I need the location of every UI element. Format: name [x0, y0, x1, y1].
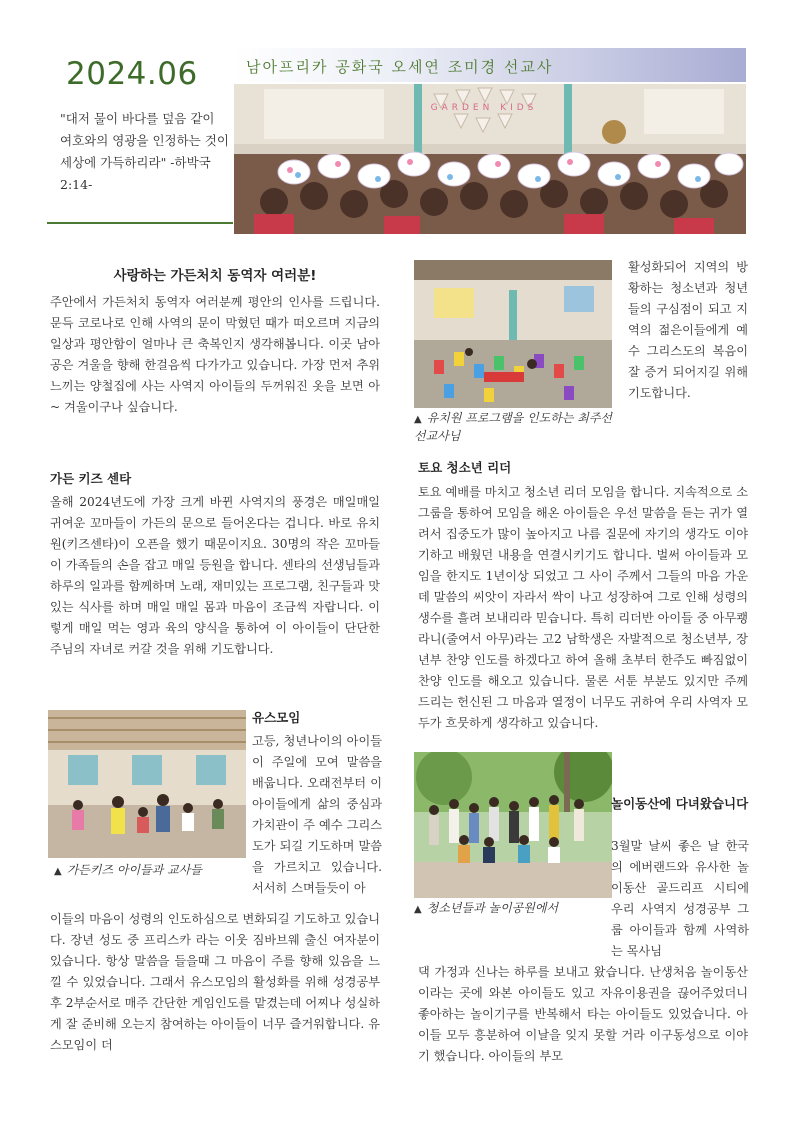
header-photo: [234, 84, 746, 234]
youth-photo-caption: [54, 862, 254, 880]
youth-leader-title: 토요 청소년 리더: [418, 460, 512, 475]
amusement-title: 놀이동산에 다녀왔습니다: [611, 796, 749, 811]
right-top-body: 활성화되어 지역의 방황하는 청소년과 청년들의 구심점이 되고 지역의 젊은이들에게 예수 그리스도의 복음이 잘 증거 되어지길 위해 기도합니다.: [628, 260, 748, 400]
youth-title: 유스모임: [252, 710, 301, 725]
missionary-banner: [234, 48, 746, 82]
newsletter-date: 2024.06: [66, 56, 198, 92]
greeting-body: 주안에서 가든처치 동역자 여러분께 평안의 인사를 드립니다. 문득 코로나로 인해 사역의 문이 막혔던 때가 떠오르며 지금의 일상과 평안함이 얼마나 큰 축복인지 생각해봅니다. 이곳 남아공은 겨울을 향해 한걸음씩 다가가고 있습니다. 가장 먼저 추위 느끼는 양철집에 사는 사역지 아이들의 두꺼워진 옷을 보면 아~ 겨울이구나 싶습니다.: [50, 295, 380, 414]
kindergarten-photo-caption-text: 유치원 프로그램을 인도하는 최주선 선교사님: [414, 411, 613, 443]
caption-marker-icon: ▲: [414, 414, 422, 425]
youth-leader-body: 토요 예배를 마치고 청소년 리더 모임을 합니다. 지속적으로 소그룹을 통하여 모임을 해온 아이들은 우선 말씀을 듣는 귀가 열려서 집중도가 많이 높아지고 나름 질문에 자기의 생각도 이야기하고 배웠던 내용을 연결시키기도 합니다. 벌써 아이들과 모임을 한지도 1년이상 되었고 그 사이 주께서 그들의 마음 가운데 말씀의 씨앗이 자라서 싹이 나고 성장하여 그로 인해 성령의 생수를 흘려 보내리라 믿습니다. 특히 리더반 아이들 중 아무쾡라니(줄여서 아무)라는 고2 남학생은 자발적으로 청소년부, 장년부 찬양 인도를 하겠다고 하여 올해 초부터 한주도 빠짐없이 찬양 인도를 해오고 있습니다. 물론 서툰 부분도 있지만 주께 드리는 헌신된 그 마음과 열정이 너무도 귀하여 우리 사역자 모두가 흐뭇하게 생각하고 있습니다.: [418, 485, 748, 730]
kindergarten-photo: [414, 260, 612, 408]
youth-body-full: 이들의 마음이 성령의 인도하심으로 변화되길 기도하고 있습니다. 장년 성도 중 프리스카 라는 이웃 짐바브웨 출신 여자분이 있습니다. 항상 말씀을 들을때 그 마음이 주를 향해 있음을 느낄 수 있었습니다. 그래서 유스모임의 활성화를 위해 성경공부후 2부순서로 매주 간단한 게임인도를 맡겼는데 어찌나 성실하게 잘 준비해 오는지 참여하는 아이들이 너무 즐거워합니다. 유스모임이 더: [50, 912, 380, 1052]
greeting-title: 사랑하는 가든처치 동역자 여러분!: [113, 268, 317, 284]
bible-verse: "대저 물이 바다를 덮음 같이 여호와의 영광을 인정하는 것이 세상에 가득하리라" -하박국2:14-: [60, 111, 229, 192]
kindergarten-photo-caption: [414, 410, 614, 445]
amusement-photo-caption: [414, 900, 614, 918]
youth-photo: [48, 710, 246, 858]
youth-body-side: 고등, 청년나이의 아이들이 주일에 모여 말씀을 배웁니다. 오래전부터 이 아이들에게 삶의 중심과 가치관이 주 예수 그리스도가 되길 기도하며 말씀을 가르치고 있습니다. 서서히 스며들듯이 아: [252, 734, 382, 895]
caption-marker-icon: ▲: [54, 866, 62, 877]
header-divider: [47, 222, 233, 224]
missionary-banner-text: 남아프리카 공화국 오세연 조미경 선교사: [246, 58, 554, 76]
amusement-photo-caption-text: 청소년들과 놀이공원에서: [426, 901, 559, 915]
amusement-body-side: 3월말 날씨 좋은 날 한국의 에버랜드와 유사한 놀이동산 골드리프 시티에 우리 사역지 성경공부 그룹 아이들과 함께 사역하는 목사님: [611, 839, 749, 958]
amusement-photo: [414, 752, 612, 898]
youth-photo-caption-text: 가든키즈 아이들과 교사들: [66, 863, 202, 877]
garden-kids-title: 가든 키즈 센타: [50, 471, 132, 486]
garden-kids-body: 올해 2024년도에 가장 크게 바뀐 사역지의 풍경은 매일매일 귀여운 꼬마들이 가든의 문으로 들어온다는 겁니다. 바로 유치원(키즈센타)이 오픈을 했기 때문이지요. 30명의 작은 꼬마들이 가족들의 손을 잡고 매일 등원을 합니다. 센타의 선생님들과 하루의 일과를 함께하며 노래, 재미있는 프로그램, 친구들과 맛있는 식사를 하며 매일 매일 몸과 마음이 조금씩 자랍니다. 이렇게 매일 먹는 영과 육의 양식을 통하여 이 아이들이 단단한 주님의 자녀로 커갈 것을 위해 기도합니다.: [50, 495, 380, 656]
amusement-body-full: 댁 가정과 신나는 하루를 보내고 왔습니다. 난생처음 놀이동산이라는 곳에 와본 아이들도 있고 자유이용권을 끊어주었더니 좋아하는 놀이기구를 반복해서 타는 아이들도 있었습니다. 아이들 모두 흥분하여 이날을 잊지 못할 거라 이구동성으로 이야기 했습니다. 아이들의 부모: [418, 965, 748, 1063]
caption-marker-icon: ▲: [414, 904, 422, 915]
photo-banner-text: GARDEN KIDS: [430, 103, 538, 113]
